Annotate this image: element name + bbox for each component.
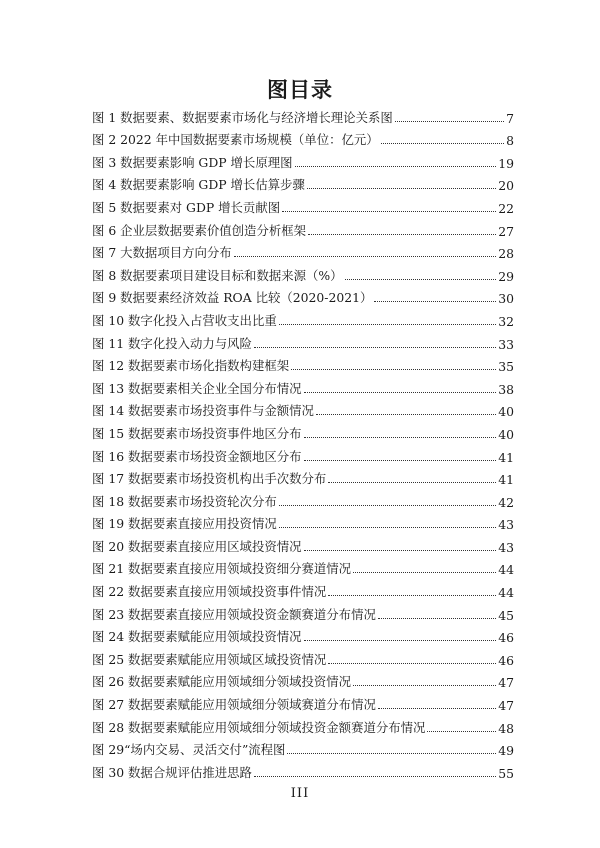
dot-leader — [374, 301, 496, 302]
toc-entry-label: 图 29“场内交易、灵活交付”流程图 — [92, 742, 286, 758]
toc-entry[interactable] — [92, 126, 514, 149]
toc-entry[interactable] — [92, 329, 514, 352]
toc-entry-label: 图 4 数据要素影响 GDP 增长估算步骤 — [92, 177, 305, 193]
dot-leader — [353, 572, 496, 573]
toc-entry-label: 图 6 企业层数据要素价值创造分析框架 — [92, 222, 307, 238]
toc-entry-page: 40 — [498, 404, 514, 420]
dot-leader — [279, 505, 496, 506]
toc-entry[interactable] — [92, 216, 514, 239]
dot-leader — [345, 279, 497, 280]
dot-leader — [378, 618, 496, 619]
dot-leader — [234, 256, 497, 257]
toc-entry-page: 20 — [498, 178, 514, 194]
toc-entry-label: 图 25 数据要素赋能应用领域区域投资情况 — [92, 651, 327, 667]
toc-entry-label: 图 28 数据要素赋能应用领域细分领域投资金额赛道分布情况 — [92, 719, 426, 735]
toc-entry-page: 35 — [498, 359, 514, 375]
toc-entry-label: 图 1 数据要素、数据要素市场化与经济增长理论关系图 — [92, 109, 393, 125]
toc-entry[interactable] — [92, 103, 514, 126]
toc-entry-label: 图 10 数字化投入占营收支出比重 — [92, 312, 277, 328]
toc-entry-label: 图 8 数据要素项目建设目标和数据来源（%） — [92, 267, 343, 283]
toc-entry-page: 43 — [498, 517, 514, 533]
dot-leader — [308, 234, 496, 235]
dot-leader — [304, 460, 497, 461]
toc-entry-page: 27 — [498, 223, 514, 239]
figure-list — [92, 103, 514, 781]
dot-leader — [279, 527, 496, 528]
toc-entry[interactable] — [92, 577, 514, 600]
toc-entry-page: 8 — [506, 133, 514, 149]
toc-entry-page: 28 — [498, 246, 514, 262]
dot-leader — [287, 753, 496, 754]
toc-entry[interactable] — [92, 239, 514, 262]
toc-entry[interactable] — [92, 284, 514, 307]
toc-entry-label: 图 13 数据要素相关企业全国分布情况 — [92, 380, 302, 396]
toc-entry[interactable] — [92, 465, 514, 488]
toc-entry[interactable] — [92, 690, 514, 713]
dot-leader — [378, 708, 496, 709]
toc-entry-page: 33 — [498, 336, 514, 352]
toc-entry-page: 44 — [498, 585, 514, 601]
toc-entry-page: 42 — [498, 494, 514, 510]
toc-entry[interactable] — [92, 171, 514, 194]
dot-leader — [328, 663, 496, 664]
toc-entry-label: 图 18 数据要素市场投资轮次分布 — [92, 493, 277, 509]
toc-entry-page: 44 — [498, 562, 514, 578]
toc-entry[interactable] — [92, 306, 514, 329]
toc-entry-page: 43 — [498, 539, 514, 555]
toc-entry[interactable] — [92, 352, 514, 375]
toc-entry-label: 图 2 2022 年中国数据要素市场规模（单位：亿元） — [92, 132, 379, 148]
toc-entry-page: 22 — [498, 200, 514, 216]
toc-entry-page: 40 — [498, 426, 514, 442]
toc-entry-page: 45 — [498, 607, 514, 623]
dot-leader — [254, 776, 496, 777]
toc-entry[interactable] — [92, 736, 514, 759]
toc-entry-label: 图 3 数据要素影响 GDP 增长原理图 — [92, 154, 293, 170]
toc-entry[interactable] — [92, 713, 514, 736]
toc-entry-page: 48 — [498, 720, 514, 736]
toc-entry[interactable] — [92, 487, 514, 510]
toc-entry-label: 图 21 数据要素直接应用领域投资细分赛道情况 — [92, 561, 352, 577]
toc-entry-page: 29 — [498, 268, 514, 284]
toc-entry[interactable] — [92, 193, 514, 216]
toc-entry-page: 47 — [498, 675, 514, 691]
dot-leader — [304, 550, 497, 551]
toc-entry-label: 图 9 数据要素经济效益 ROA 比较（2020-2021） — [92, 290, 373, 306]
dot-leader — [353, 685, 496, 686]
toc-entry-label: 图 7 大数据项目方向分布 — [92, 245, 232, 261]
toc-entry[interactable] — [92, 758, 514, 781]
toc-entry-page: 49 — [498, 743, 514, 759]
toc-entry[interactable] — [92, 645, 514, 668]
toc-entry[interactable] — [92, 397, 514, 420]
dot-leader — [279, 324, 496, 325]
toc-entry-label: 图 16 数据要素市场投资金额地区分布 — [92, 448, 302, 464]
dot-leader — [328, 595, 496, 596]
toc-entry-label: 图 14 数据要素市场投资事件与金额情况 — [92, 403, 314, 419]
toc-entry-label: 图 17 数据要素市场投资机构出手次数分布 — [92, 471, 327, 487]
toc-entry-page: 41 — [498, 472, 514, 488]
toc-entry-label: 图 22 数据要素直接应用领域投资事件情况 — [92, 584, 327, 600]
toc-entry[interactable] — [92, 668, 514, 691]
toc-entry-label: 图 24 数据要素赋能应用领域投资情况 — [92, 629, 302, 645]
toc-entry-label: 图 5 数据要素对 GDP 增长贡献图 — [92, 199, 281, 215]
toc-entry-label: 图 23 数据要素直接应用领域投资金额赛道分布情况 — [92, 606, 376, 622]
toc-entry[interactable] — [92, 510, 514, 533]
toc-entry-label: 图 15 数据要素市场投资事件地区分布 — [92, 425, 302, 441]
dot-leader — [295, 166, 497, 167]
toc-entry-label: 图 19 数据要素直接应用投资情况 — [92, 516, 277, 532]
toc-entry-label: 图 26 数据要素赋能应用领域细分领域投资情况 — [92, 674, 352, 690]
toc-entry-label: 图 20 数据要素直接应用区域投资情况 — [92, 538, 302, 554]
toc-entry-page: 41 — [498, 449, 514, 465]
dot-leader — [307, 188, 496, 189]
dot-leader — [427, 731, 496, 732]
toc-entry[interactable] — [92, 261, 514, 284]
toc-entry-page: 7 — [506, 110, 514, 126]
toc-entry[interactable] — [92, 148, 514, 171]
toc-entry-page: 38 — [498, 381, 514, 397]
page-number: III — [290, 786, 310, 801]
dot-leader — [395, 121, 504, 122]
toc-entry-label: 图 30 数据合规评估推进思路 — [92, 764, 252, 780]
toc-entry-page: 47 — [498, 698, 514, 714]
toc-entry[interactable] — [92, 442, 514, 465]
dot-leader — [254, 347, 496, 348]
page-title: 图目录 — [267, 78, 333, 102]
toc-entry-page: 32 — [498, 313, 514, 329]
toc-entry-page: 46 — [498, 630, 514, 646]
toc-entry-label: 图 12 数据要素市场化指数构建框架 — [92, 358, 290, 374]
toc-entry[interactable] — [92, 600, 514, 623]
dot-leader — [316, 414, 496, 415]
dot-leader — [304, 392, 497, 393]
toc-entry-page: 30 — [498, 291, 514, 307]
toc-entry[interactable] — [92, 374, 514, 397]
toc-entry-page: 55 — [498, 765, 514, 781]
toc-entry[interactable] — [92, 623, 514, 646]
dot-leader — [304, 437, 497, 438]
dot-leader — [291, 369, 496, 370]
dot-leader — [328, 482, 496, 483]
dot-leader — [282, 211, 496, 212]
toc-entry-page: 46 — [498, 652, 514, 668]
dot-leader — [304, 640, 497, 641]
toc-entry-label: 图 11 数字化投入动力与风险 — [92, 335, 252, 351]
dot-leader — [381, 143, 504, 144]
toc-entry[interactable] — [92, 532, 514, 555]
toc-entry[interactable] — [92, 555, 514, 578]
toc-entry-page: 19 — [498, 155, 514, 171]
toc-entry[interactable] — [92, 419, 514, 442]
toc-entry-label: 图 27 数据要素赋能应用领域细分领域赛道分布情况 — [92, 697, 376, 713]
